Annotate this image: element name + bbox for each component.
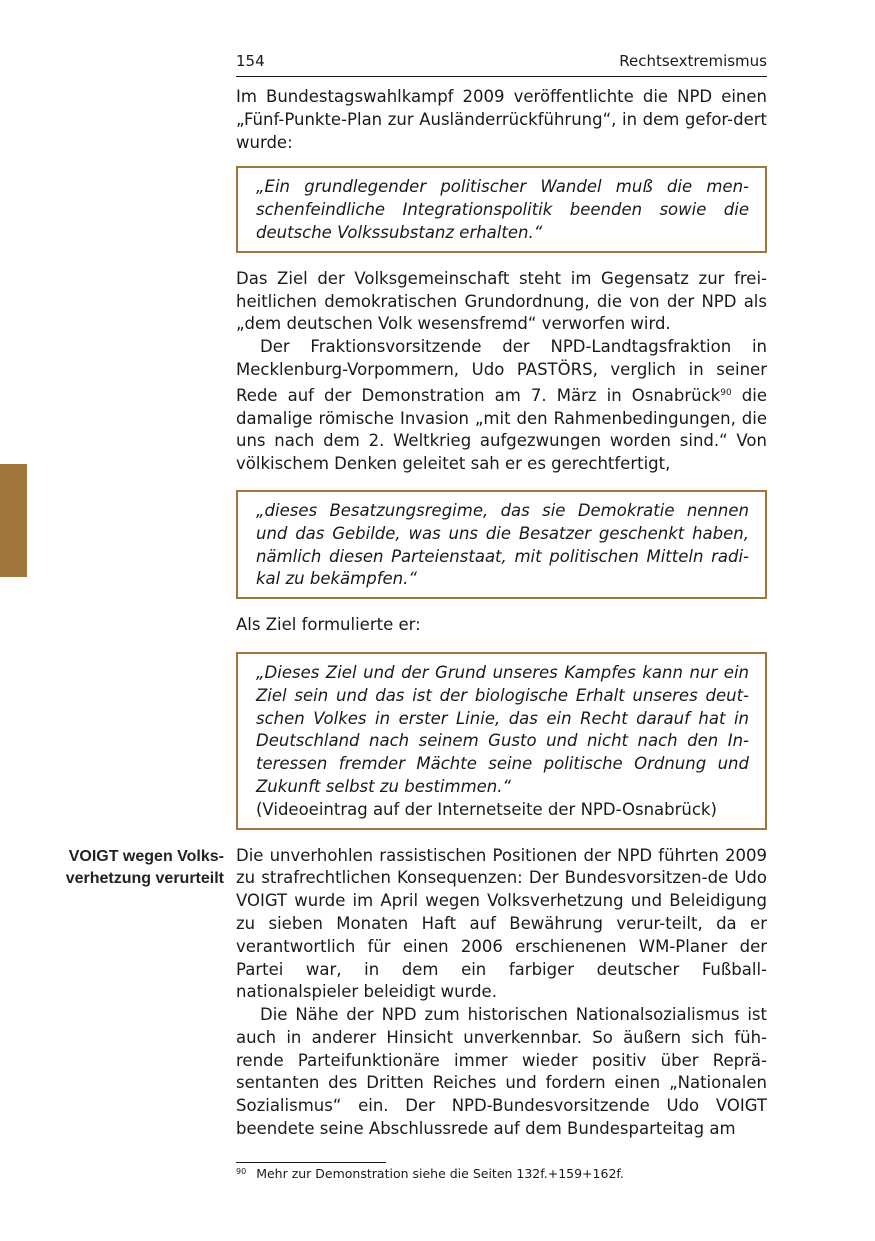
paragraph-5: Die unverhohlen rassistischen Positionen der NPD führten 2009 zu strafrechtlichen Konsequenzen: Der Bundesvorsitzen-de Udo VOIGT wurde im April wegen Volksverhetzung und Beleidigung zu sieben Monaten Haft auf Bewährung verur-teilt, da er verantwortlich für einen 2006 erschienenen WM-Planer der Partei war, in dem ein farbiger deutscher Fußball-nationalspieler beleidigt wurde. bbox=[236, 845, 767, 1002]
quote-3-text: „Dieses Ziel und der Grund unseres Kampfes kann nur ein Ziel sein und das ist der biologische Erhalt unseres deut-schen Volkes in erster Linie, das ein Recht darauf hat in Deutschland nach seinem Gusto und nicht nach den In-teressen fremder Mächte seine politische Ordnung und Zukunft selbst zu bestimmen.“ bbox=[256, 662, 749, 796]
main-text bbox=[236, 86, 767, 1141]
running-title: Rechtsextremismus bbox=[619, 52, 767, 70]
quote-3-source: (Videoeintrag auf der Internetseite der NPD-Osnabrück) bbox=[256, 799, 717, 819]
paragraph-1: Im Bundestagswahlkampf 2009 veröffentlichte die NPD einen „Fünf-Punkte-Plan zur Ausländerrückführung“, in dem gefor-dert wurde: bbox=[236, 87, 767, 152]
quote-box-2 bbox=[236, 490, 767, 599]
page-number: 154 bbox=[236, 52, 265, 70]
paragraph-4: Als Ziel formulierte er: bbox=[236, 615, 421, 635]
footnote-text: Mehr zur Demonstration siehe die Seiten 132f.+159+162f. bbox=[256, 1166, 624, 1181]
chapter-tab-marker bbox=[0, 464, 27, 577]
paragraph-3: Der Fraktionsvorsitzende der NPD-Landtagsfraktion in Mecklenburg-Vorpommern, Udo PASTÖRS, verglich in seiner Rede auf der Demonstration am 7. März in Osnabrück$^{90}$ die damalige römische Invasion „mit den Rahmenbedingungen, die uns nach dem 2. Weltkrieg aufgezwungen worden sind.“ Von völkischem Denken geleitet sah er es gerechtfertigt, bbox=[236, 337, 767, 474]
quote-2-text: „dieses Besatzungsregime, das sie Demokratie nennen und das Gebilde, was uns die Besatzer geschenkt haben, nämlich diesen Parteienstaat, mit politischen Mitteln radi-kal zu bekämpfen.“ bbox=[256, 500, 749, 589]
quote-1-text: „Ein grundlegender politischer Wandel muß die men-schenfeindliche Integrationspolitik beenden sowie die deutsche Volkssubstanz erhalten.“ bbox=[256, 177, 749, 242]
page-header bbox=[236, 50, 767, 77]
footnote bbox=[236, 1166, 624, 1181]
footnote-number: 90 bbox=[236, 1167, 247, 1176]
footnote-reference[interactable]: 90 bbox=[720, 387, 732, 398]
paragraph-2: Das Ziel der Volksgemeinschaft steht im Gegensatz zur frei-heitlichen demokratischen Grundordnung, die von der NPD als „dem deutschen Volk wesensfremd“ verworfen wird. bbox=[236, 268, 767, 334]
paragraph-6: Die Nähe der NPD zum historischen Nationalsozialismus ist auch in anderer Hinsicht unverkennbar. So äußern sich füh-rende Parteifunktionäre immer wieder positiv über Reprä-sentanten des Dritten Reiches und fordern einen „Nationalen Sozialismus“ ein. Der NPD-Bundesvorsitzende Udo VOIGT beendete seine Abschlussrede auf dem Bundesparteitag am bbox=[236, 1005, 767, 1139]
quote-box-1 bbox=[236, 166, 767, 252]
margin-note: VOIGT wegen Volks-verhetzung verurteilt bbox=[65, 848, 224, 887]
quote-box-3 bbox=[236, 652, 767, 830]
footnote-rule bbox=[236, 1162, 386, 1163]
